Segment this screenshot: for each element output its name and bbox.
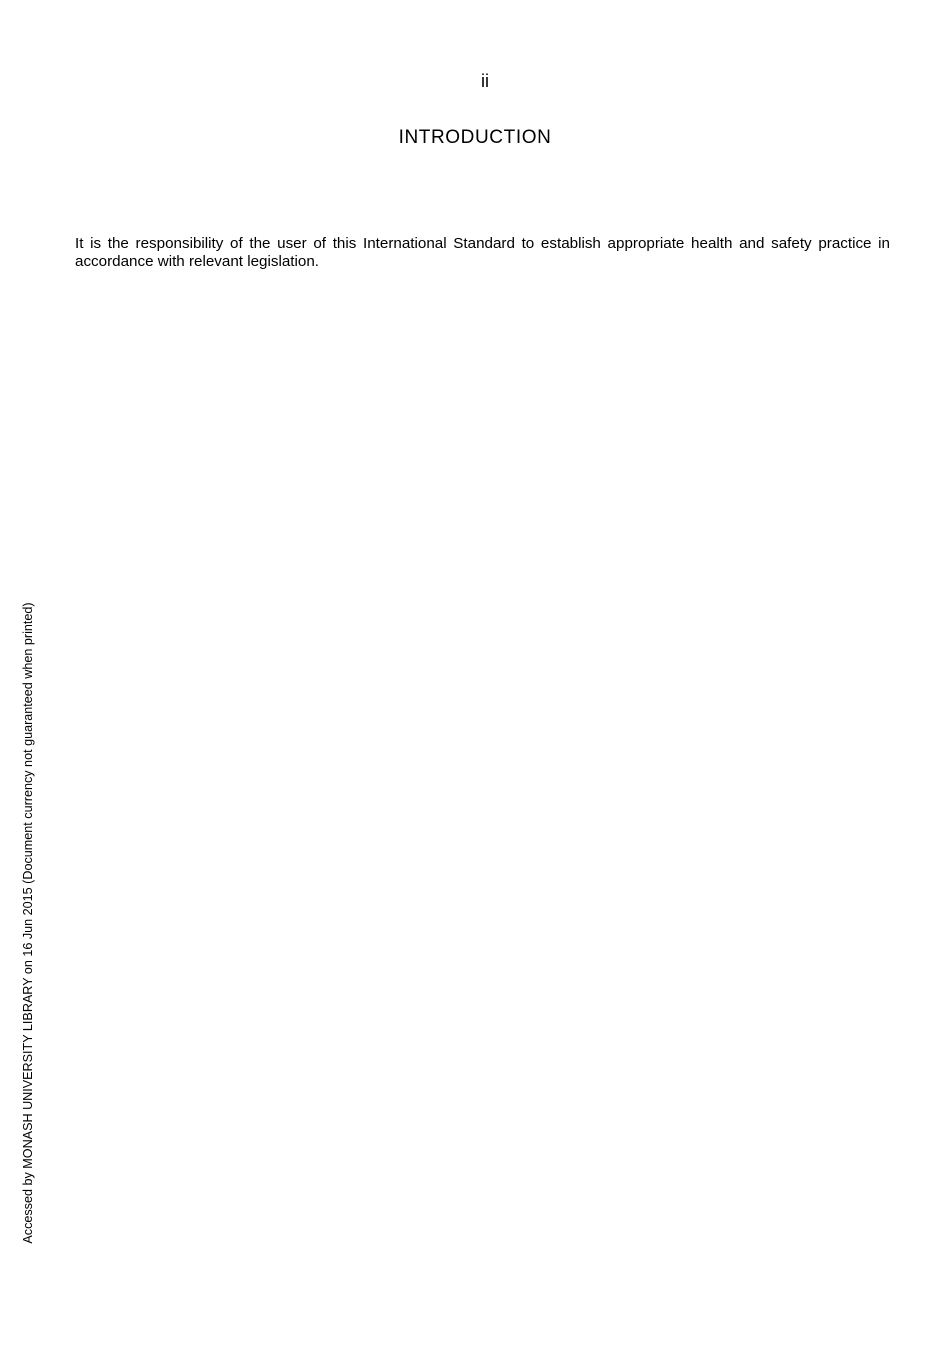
section-title: INTRODUCTION [398, 127, 552, 148]
access-watermark-note: Accessed by MONASH UNIVERSITY LIBRARY on 16 Jun 2015 (Document currency not guaranteed when printed) [21, 602, 35, 1244]
body-paragraph: It is the responsibility of the user of this International Standard to establish appropriate health and safety practice in accordance with relevant legislation. [75, 235, 890, 270]
page-number: ii [481, 71, 489, 91]
